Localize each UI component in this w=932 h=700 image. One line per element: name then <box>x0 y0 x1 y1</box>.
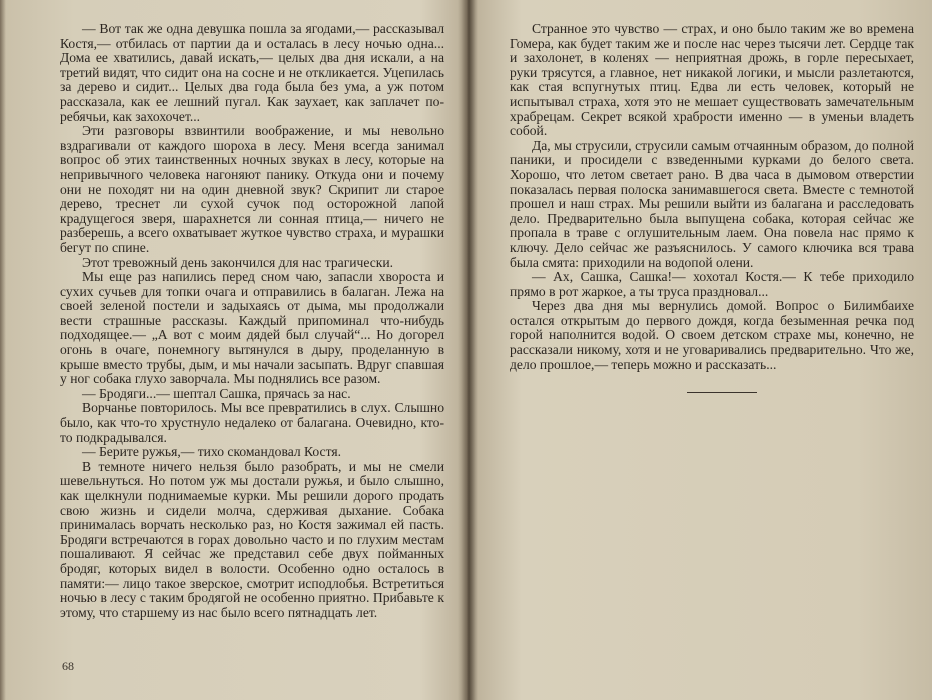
paragraph: — Вот так же одна девушка пошла за ягодами,— рассказывал Костя,— отбилась от партии да и осталась в лесу ночью одна... Дома ее хватились, давай искать,— целых два дня искали, а на третий видят, что сидит она на сосне и не откликается. Уцепилась за дерево и сидит... Целых два года была без ума, а уж потом рассказала, как ее лешний пугал. Как заухает, как заплачет по-ребячьи, как захохочет... <box>60 21 444 124</box>
right-page <box>466 0 932 700</box>
paragraph: Ворчанье повторилось. Мы все превратились в слух. Слышно было, как что-то хрустнуло недалеко от балагана. Очевидно, кто-то подкрадывался. <box>60 400 444 445</box>
right-page-text <box>510 22 914 393</box>
left-page-text <box>60 22 444 620</box>
paragraph: Странное это чувство — страх, и оно было таким же во времена Гомера, как будет таким же и после нас через тысячи лет. Сердце так и захолонет, в коленях — неприятная дрожь, в горле пересыхает, руки трясутся, а главное, нет никакой логики, и мысли разлетаются, как стая вспугнутых птиц. Едва ли есть человек, который не испытывал страха, хотя это не мешает существовать замечательным храбрецам. Секрет всякой храбрости именно — в уменьи владеть собой. <box>510 21 914 139</box>
paragraph: — Бродяги...— шептал Сашка, прячась за нас. <box>82 385 351 401</box>
paragraph: — Берите ружья,— тихо скомандовал Костя. <box>82 444 341 460</box>
end-of-chapter-rule <box>687 392 757 393</box>
page-number: 68 <box>62 659 74 673</box>
paragraph: В темноте ничего нельзя было разобрать, и мы не смели шевельнуться. Но потом уж мы достали ружья, и было слышно, как щелкнули поднимаемые курки. Мы решили дорого продать свою жизнь и сидели молча, сдерживая дыхание. Собака принималась ворчать несколько раз, но Костя зажимал ей пасть. Бродяги встречаются в горах довольно часто и по глухим местам пошаливают. Я сейчас же представил себе двух пойманных бродяг, которых видел в волости. Особенно одно осталось в памяти:— лицо такое зверское, смотрит исподлобья. Встретиться ночью в лесу с таким бродягой не особенно приятно. Прибавьте к этому, что старшему из нас было всего пятнадцать лет. <box>60 458 444 620</box>
paragraph: Эти разговоры взвинтили воображение, и мы невольно вздрагивали от каждого шороха в лесу. Меня всегда занимал вопрос об этих таинственных ночных звуках в лесу, которые на непривычного человека нагоняют панику. Откуда они и почему они не походят ни на один дневной звук? Скрипит ли старое дерево, треснет ли сухой сучок под осторожной лапой крадущегося зверя, шарахнется ли сонная птица,— ничего не разберешь, а всего охватывает жуткое чувство страха, и мурашки бегут по спине. <box>60 123 444 255</box>
paragraph: Мы еще раз напились перед сном чаю, запасли хвороста и сухих сучьев для топки очага и отправились в балаган. Лежа на своей зеленой постели и задыхаясь от дыма, мы продолжали вести страшные рассказы. Каждый припоминал что-нибудь подходящее.— „А вот с моим дядей был случай“... Но догорел огонь в очаге, понемногу вытянулся в дыру, проделанную в крыше вместо трубы, дым, и мы начали засыпать. Вдруг спавшая у ног собака глухо заворчала. Мы поднялись все разом. <box>60 269 444 387</box>
paragraph: Да, мы струсили, струсили самым отчаянным образом, до полной паники, и просидели с взведенными курками до белого света. Хорошо, что летом светает рано. В два часа в дымовом отверстии показалась первая полоска занимавшегося света. Вместе с темнотой прошел и наш страх. Мы решили выйти из балагана и расследовать дело. Предварительно была выпущена собака, которая сейчас же пропала в траве с оглушительным лаем. Она повела нас прямо к ключу. Дело сейчас же разъяснилось. У самого ключика вся трава была смята: приходили на водопой олени. <box>510 137 914 270</box>
paragraph: Через два дня мы вернулись домой. Вопрос о Билимбаихе остался открытым до первого дождя, когда безыменная речка под горой наполнится водой. О своем детском страхе мы, конечно, не рассказали никому, хотя и не уговаривались предварительно. Что же, дело прошлое,— теперь можно и рассказать... <box>510 298 914 372</box>
paragraph: Этот тревожный день закончился для нас трагически. <box>82 254 394 270</box>
paragraph: — Ах, Сашка, Сашка!— хохотал Костя.— К тебе приходило прямо в рот жаркое, а ты труса праздновал... <box>510 269 914 299</box>
